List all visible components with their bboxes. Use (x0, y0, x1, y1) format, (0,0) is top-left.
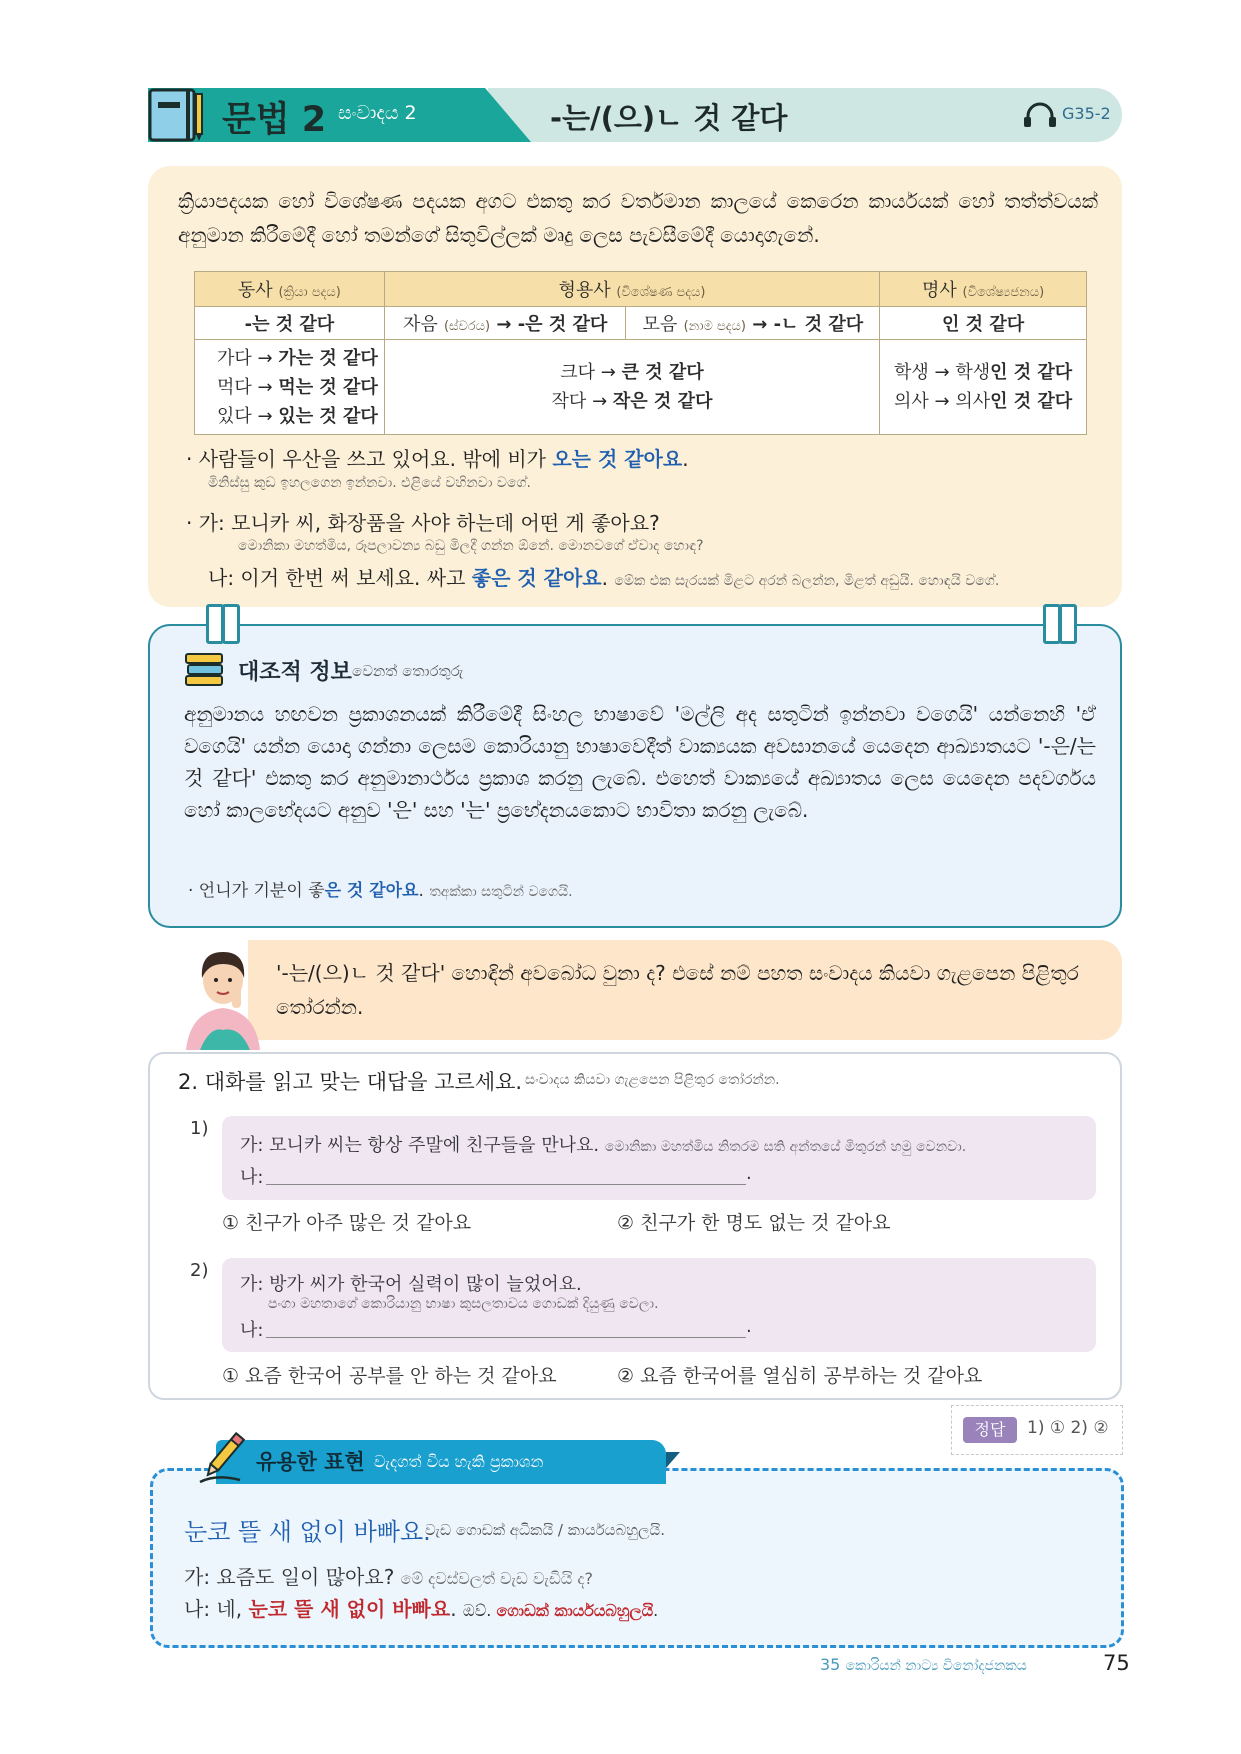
useful-expression-main-translation: වැඩ ගොඩක් අධිකයි / කාර්යයබහුලයි. (425, 1521, 665, 1539)
useful-expression-title-translation: වැදගත් විය හැකි ප්‍රකාශන (374, 1452, 544, 1471)
example-2-question: · 가: 모니카 씨, 화장품을 사야 하는데 어떤 게 좋아요? (186, 511, 660, 535)
example-1: · 사람들이 우산을 쓰고 있어요. 밖에 비가 오는 것 같아요. (186, 447, 689, 471)
teacher-prompt-text: '-는/(으)ㄴ 것 같다' හොඳින් අවබෝධ වුනා ද? එසේ නම් පහත සංවාදය කියවා ගැළපෙන පිළිතුර තෝරන්න. (276, 961, 1079, 1019)
binder-ring (222, 604, 240, 644)
useful-expression-na: 나: 네, 눈코 뜰 새 없이 바빠요. ඔව්. ගොඩක් කාර්යයබහුලයි. (184, 1597, 659, 1621)
exercise-title: 2. 대화를 읽고 맞는 대답을 고르세요. (178, 1070, 523, 1094)
binder-ring (1059, 604, 1077, 644)
question-1-period: . (746, 1163, 752, 1184)
question-2-answer-blank[interactable] (266, 1337, 746, 1338)
book-icon (148, 88, 206, 142)
exercise-title-translation: සංවාදය කියවා ගැළපෙන පිළිතුර තෝරන්න. (525, 1072, 780, 1088)
example-2-question-translation: මොනිකා මහත්මිය, රූපලාවන්‍ය බඩු මිලදී ගන්න ඕනේ. මොනවගේ ඒවාද හොඳ? (238, 538, 704, 554)
contrast-title-translation: වෙනත් තොරතුරු (352, 662, 464, 680)
adjective-vowel-rule: 모음 (නාම පදය) → -ㄴ 것 같다 (626, 307, 880, 340)
books-stack-icon (184, 652, 224, 688)
teacher-illustration (180, 938, 266, 1050)
grammar-label: 문법 2 (222, 100, 327, 140)
question-2-period: . (746, 1316, 752, 1337)
verb-rule: -는 것 같다 (195, 307, 385, 340)
tab-fold (666, 1452, 680, 1468)
verb-examples: 가다 → 가는 것 같다 먹다 → 먹는 것 같다 있다 → 있는 것 같다 (195, 340, 385, 435)
conjugation-table (194, 271, 1087, 435)
question-1-dialog (222, 1116, 1096, 1200)
question-2-line-ga-translation: පංගා මහතාගේ කොරියානු භාෂා කුසලතාවය ගොඩක් දියුණු වෙලා. (268, 1296, 659, 1312)
headphones-icon[interactable] (1022, 102, 1058, 128)
question-1-answer-blank[interactable] (266, 1184, 746, 1185)
grammar-pattern: -는/(으)ㄴ 것 같다 (550, 101, 788, 135)
noun-rule: 인 것 같다 (880, 307, 1087, 340)
answer-badge: 정답 (963, 1417, 1017, 1443)
question-1-na-label: 나: (240, 1167, 264, 1188)
page-number: 75 (1103, 1651, 1130, 1675)
adjective-header: 형용사 (විශේෂණ පදය) (384, 272, 879, 307)
answer-text: 1) ① 2) ② (1027, 1418, 1109, 1438)
question-2-number: 2) (190, 1260, 209, 1281)
useful-expression-title: 유용한 표현 (256, 1450, 365, 1474)
adjective-consonant-rule: 자음 (ස්වරය) → -은 것 같다 (384, 307, 626, 340)
contrast-title: 대조적 정보 (238, 660, 352, 685)
adjective-examples: 크다 → 큰 것 같다 작다 → 작은 것 같다 (384, 340, 879, 435)
question-1-line-ga: 가: 모니카 씨는 항상 주말에 친구들을 만나요. මොනිකා මහත්මිය නිතරම සති අන්තයේ මිතුරන් හමු වෙනවා. (240, 1135, 967, 1156)
pen-icon (196, 1428, 248, 1488)
audio-track-code[interactable]: G35-2 (1062, 104, 1111, 123)
contrast-example: · 언니가 기분이 좋은 것 같아요. තඅක්කා සතුටින් වගෙයි. (188, 881, 573, 901)
question-2-line-ga: 가: 방가 씨가 한국어 실력이 많이 늘었어요. (240, 1274, 582, 1295)
dialogue-label: සංවාදය 2 (338, 102, 417, 124)
useful-expression-ga: 가: 요즘도 일이 많아요? මේ දවස්වලත් වැඩ වැඩියි ද? (184, 1565, 593, 1589)
question-1-option-2[interactable]: ② 친구가 한 명도 없는 것 같아요 (617, 1212, 891, 1234)
question-2-option-2[interactable]: ② 요즘 한국어를 열심히 공부하는 것 같아요 (617, 1365, 983, 1387)
noun-header: 명사 (විශේෂ්‍යජනය) (880, 272, 1087, 307)
noun-examples: 학생 → 학생인 것 같다 의사 → 의사인 것 같다 (880, 340, 1087, 435)
useful-expression-main: 눈코 뜰 새 없이 바빠요. (184, 1518, 431, 1546)
question-2-option-1[interactable]: ① 요즘 한국어 공부를 안 하는 것 같아요 (222, 1365, 557, 1387)
question-1-option-1[interactable]: ① 친구가 아주 많은 것 같아요 (222, 1212, 472, 1234)
question-1-number: 1) (190, 1118, 209, 1139)
verb-header: 동사 (ක්‍රියා පදය) (195, 272, 385, 307)
chapter-footer: 35 කොරියන් නාට්‍ය විනෝදජනකය (820, 1655, 1027, 1674)
grammar-description: ක්‍රියාපදයක හෝ විශේෂණ පදයක අගට එකතු කර වර්තමාන කාලයේ කෙරෙන කාර්යයක් හෝ තත්ත්වයක් අනුමාන කිරීමේදී හෝ තමන්ගේ සිතුවිල්ලක් මෘදු ලෙස පැවසීමේදී යොදාගැනේ. (178, 189, 1098, 247)
question-2-na-label: 나: (240, 1320, 264, 1341)
example-1-translation: මිනිස්සු කුඩ ඉහලගෙන ඉන්නවා. එළියේ වහිනවා වගේ. (208, 475, 531, 491)
contrast-body: අනුමානය හඟවන ප්‍රකාශනයක් කිරීමේදී සිංහල භාෂාවේ 'මල්ලි අද සතුටින් ඉන්නවා වගෙයි' යන්නෙහි 'ඒ වගෙයි' යන්න යොදා ගන්නා ලෙසම කොරියානු භාෂාවෙදීත් වාක්‍යයක අවසානයේ යෙදෙන ආඛ්‍යාතයට '-은/는 것 같다' එකතු කර අනුමානාර්ථය ප්‍රකාශ කරනු ලැබේ. එහෙත් වාක්‍යයේ අඛ්‍යාතය ලෙස යෙදෙන පදවර්ගය හෝ කාලභේදයට අනුව '은' සහ '는' ප්‍රභේදනයකොට භාවිතා කරනු ලැබේ. (184, 702, 1096, 822)
example-2-answer: 나: 이거 한번 써 보세요. 싸고 좋은 것 같아요. මේක එක සැරයක් මිළට අරන් බලන්න, මිළත් අඩුයි. හොඳයි වගේ. (208, 566, 1000, 590)
